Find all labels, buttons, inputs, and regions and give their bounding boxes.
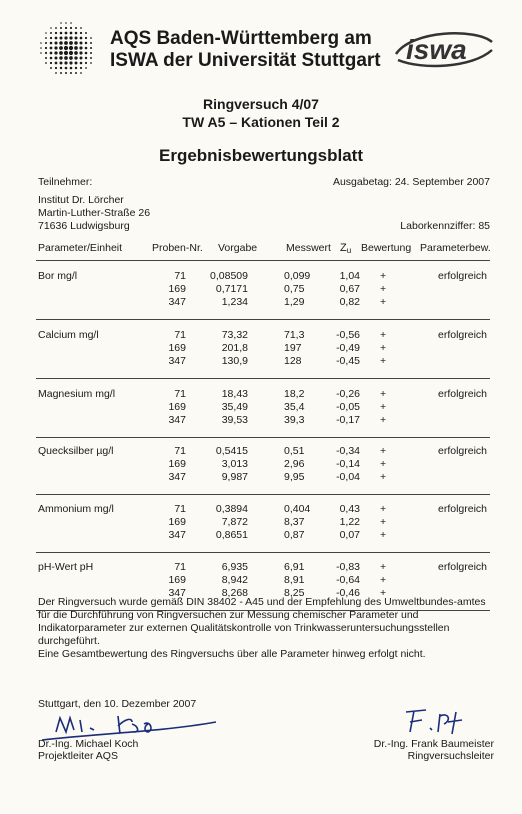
logo-dot — [80, 67, 82, 69]
cell-bewertung: + — [380, 529, 387, 541]
cell-probe: 71 — [174, 270, 186, 282]
logo-dot — [80, 72, 82, 74]
cell-messwert: 8,91 — [284, 574, 305, 586]
cell-vorgabe: 18,43 — [221, 388, 248, 400]
cell-zu: 0,82 — [339, 296, 360, 308]
footer-paragraph-2: Eine Gesamtbewertung des Ringversuchs über alle Parameter hinweg erfolgt nicht. — [38, 648, 426, 660]
cell-messwert: 8,25 — [284, 587, 305, 599]
cell-vorgabe: 7,872 — [221, 516, 248, 528]
cell-probe: 71 — [174, 561, 186, 573]
logo-dot — [64, 51, 68, 55]
svg-text:iswa: iswa — [406, 34, 467, 65]
logo-dot — [55, 67, 57, 69]
logo-dot — [54, 46, 57, 49]
logo-dot — [85, 57, 87, 59]
logo-dot — [59, 51, 63, 55]
logo-dot — [75, 32, 78, 35]
cell-probe: 347 — [168, 587, 186, 599]
cell-probe: 169 — [168, 516, 186, 528]
logo-dot — [50, 42, 53, 45]
logo-dot — [85, 42, 87, 44]
cell-vorgabe: 0,3894 — [215, 503, 248, 515]
logo-dot — [50, 27, 52, 29]
logo-dot — [65, 72, 67, 74]
cell-probe: 169 — [168, 458, 186, 470]
participant-name: Institut Dr. Lörcher — [38, 194, 124, 206]
cell-messwert: 1,29 — [284, 296, 305, 308]
logo-dot — [80, 27, 82, 29]
cell-messwert: 9,95 — [284, 471, 305, 483]
cell-messwert: 2,96 — [284, 458, 305, 470]
logo-dot — [69, 46, 73, 50]
cell-vorgabe: 0,8651 — [215, 529, 248, 541]
cell-zu: -0,34 — [336, 445, 360, 457]
org-name-line2: ISWA der Universität Stuttgart — [110, 50, 381, 71]
participant-label: Teilnehmer: — [38, 176, 93, 188]
logo-dot — [75, 67, 77, 69]
parameter-result: erfolgreich — [438, 388, 488, 400]
cell-messwert: 71,3 — [284, 329, 305, 341]
cell-probe: 169 — [168, 574, 186, 586]
cell-messwert: 197 — [284, 342, 302, 354]
footer-notes — [38, 596, 490, 661]
logo-dot — [59, 41, 63, 45]
cell-bewertung: + — [380, 296, 387, 308]
logo-dot — [70, 27, 72, 29]
cell-probe: 71 — [174, 445, 186, 457]
logo-dot — [64, 46, 68, 50]
cell-vorgabe: 201,8 — [221, 342, 248, 354]
logo-dot — [80, 37, 83, 40]
parameter-label: pH-Wert pH — [38, 561, 94, 573]
cell-messwert: 0,099 — [284, 270, 311, 282]
logo-dot — [50, 47, 53, 50]
logo-dot — [60, 22, 62, 24]
logo-dot — [45, 37, 47, 39]
logo-dot — [54, 56, 57, 59]
logo-dot — [60, 67, 62, 69]
logo-dot — [64, 56, 68, 60]
logo-dot — [90, 42, 92, 44]
logo-dot — [59, 46, 63, 50]
logo-dot — [69, 61, 72, 64]
cell-vorgabe: 8,942 — [221, 574, 248, 586]
col-header-zu-sub: u — [346, 246, 352, 255]
right-signature — [400, 706, 480, 738]
cell-messwert: 6,91 — [284, 561, 305, 573]
logo-dot — [55, 62, 58, 65]
logo-dot — [50, 37, 52, 39]
logo-dot — [90, 52, 92, 54]
parameter-result: erfolgreich — [438, 503, 488, 515]
cell-messwert: 0,87 — [284, 529, 305, 541]
parameter-label: Calcium mg/l — [38, 329, 99, 341]
logo-dot — [59, 36, 62, 39]
logo-dot — [90, 57, 92, 59]
cell-zu: -0,46 — [336, 587, 360, 599]
parameter-label: Magnesium mg/l — [38, 388, 116, 400]
logo-dot — [85, 52, 88, 55]
cell-bewertung: + — [380, 401, 387, 413]
logo-dot — [45, 42, 47, 44]
col-header-messwert: Messwert — [286, 242, 331, 254]
group-separator — [36, 319, 490, 320]
parameter-result: erfolgreich — [438, 561, 488, 573]
issue-date: Ausgabetag: 24. September 2007 — [332, 176, 490, 188]
logo-dot — [65, 22, 67, 24]
logo-dot — [50, 62, 52, 64]
document-title: Ergebnisbewertungsblatt — [158, 146, 364, 165]
logo-dot — [64, 41, 68, 45]
logo-dot — [64, 36, 67, 39]
cell-bewertung: + — [380, 503, 387, 515]
logo-dot — [65, 67, 68, 70]
cell-probe: 71 — [174, 503, 186, 515]
logo-dot — [64, 61, 67, 64]
logo-dot — [69, 36, 72, 39]
logo-dot — [54, 51, 57, 54]
logo-dot — [50, 67, 52, 69]
logo-dot — [69, 51, 73, 55]
cell-probe: 71 — [174, 388, 186, 400]
cell-zu: -0,56 — [336, 329, 360, 341]
logo-dot — [90, 47, 92, 49]
logo-dot — [50, 52, 53, 55]
cell-vorgabe: 6,935 — [221, 561, 248, 573]
logo-dot — [45, 62, 47, 64]
cell-probe: 71 — [174, 329, 186, 341]
footer-paragraph-1: Der Ringversuch wurde gemäß DIN 38402 - A45 und der Empfehlung des Umweltbundes-amtes für die Durchführung von Ringversuchen zur Messung chemischer Parameter und Indikatorparameter zur externen Qualitätskontrolle von Trinkwasseruntersuchungsstellen durchgeführt. — [38, 596, 486, 647]
cell-zu: -0,49 — [336, 342, 360, 354]
logo-dot — [70, 22, 72, 24]
parameter-label: Ammonium mg/l — [38, 503, 114, 515]
logo-dot — [85, 47, 88, 50]
logo-dot — [75, 27, 77, 29]
cell-vorgabe: 0,7171 — [215, 283, 248, 295]
col-header-bewertung: Bewertung — [361, 242, 412, 254]
logo-dot — [55, 27, 57, 29]
cell-bewertung: + — [380, 355, 387, 367]
cell-zu: 1,04 — [339, 270, 360, 282]
logo-dot — [79, 51, 82, 54]
signer-right-role: Ringversuchsleiter — [407, 750, 494, 762]
cell-bewertung: + — [380, 516, 387, 528]
cell-messwert: 39,3 — [284, 414, 305, 426]
logo-dot — [74, 46, 78, 50]
cell-vorgabe: 0,08509 — [210, 270, 248, 282]
cell-probe: 347 — [168, 529, 186, 541]
parameter-result: erfolgreich — [438, 270, 488, 282]
signer-right-name: Dr.-Ing. Frank Baumeister — [373, 738, 494, 750]
cell-zu: -0,64 — [336, 574, 360, 586]
logo-dot — [45, 47, 47, 49]
logo-dot — [85, 67, 87, 69]
group-separator — [36, 378, 490, 379]
lab-code: Laborkennziffer: 85 — [400, 220, 490, 232]
logo-dot — [79, 46, 82, 49]
cell-vorgabe: 8,268 — [221, 587, 248, 599]
cell-bewertung: + — [380, 388, 387, 400]
logo-dot — [90, 37, 92, 39]
cell-messwert: 35,4 — [284, 401, 305, 413]
logo-dot — [85, 37, 87, 39]
logo-dot — [75, 72, 77, 74]
logo-dot — [60, 72, 62, 74]
logo-dot — [80, 32, 82, 34]
cell-bewertung: + — [380, 342, 387, 354]
cell-vorgabe: 39,53 — [221, 414, 248, 426]
logo-dot — [69, 56, 73, 60]
logo-dot — [80, 57, 83, 60]
logo-dot — [80, 42, 83, 45]
cell-bewertung: + — [380, 445, 387, 457]
logo-dot — [40, 47, 42, 49]
logo-dot — [74, 51, 78, 55]
logo-dot — [55, 72, 57, 74]
cell-probe: 169 — [168, 342, 186, 354]
logo-dot — [69, 41, 73, 45]
cell-zu: 0,67 — [339, 283, 360, 295]
round-robin-subtitle: TW A5 – Kationen Teil 2 — [182, 114, 340, 130]
cell-probe: 347 — [168, 355, 186, 367]
cell-bewertung: + — [380, 329, 387, 341]
iswa-logo — [392, 26, 496, 70]
logo-dot — [70, 67, 73, 70]
parameter-result: erfolgreich — [438, 445, 488, 457]
parameter-label: Quecksilber µg/l — [38, 445, 114, 457]
logo-dot — [74, 56, 77, 59]
logo-dot — [50, 32, 52, 34]
cell-probe: 347 — [168, 414, 186, 426]
col-header-zu-letter: Z — [340, 242, 347, 254]
cell-zu: -0,45 — [336, 355, 360, 367]
logo-dot — [50, 57, 53, 60]
cell-messwert: 128 — [284, 355, 302, 367]
logo-dot — [70, 72, 72, 74]
cell-zu: -0,26 — [336, 388, 360, 400]
cell-bewertung: + — [380, 587, 387, 599]
cell-probe: 169 — [168, 283, 186, 295]
logo-dot — [45, 32, 47, 34]
cell-zu: 1,22 — [339, 516, 360, 528]
logo-dot — [55, 37, 58, 40]
cell-vorgabe: 35,49 — [221, 401, 248, 413]
cell-zu: -0,17 — [336, 414, 360, 426]
cell-bewertung: + — [380, 270, 387, 282]
logo-dot — [80, 62, 83, 65]
logo-dot — [54, 41, 57, 44]
cell-messwert: 18,2 — [284, 388, 305, 400]
cell-vorgabe: 3,013 — [221, 458, 248, 470]
cell-bewertung: + — [380, 458, 387, 470]
cell-bewertung: + — [380, 283, 387, 295]
org-name-line1: AQS Baden-Württemberg am — [110, 28, 372, 49]
logo-dot — [70, 32, 73, 35]
cell-probe: 347 — [168, 296, 186, 308]
cell-zu: -0,04 — [336, 471, 360, 483]
col-header-parameterbew: Parameterbew. — [420, 242, 491, 254]
cell-messwert: 8,37 — [284, 516, 305, 528]
logo-dot — [85, 62, 87, 64]
logo-dot — [74, 41, 77, 44]
logo-dot — [65, 27, 67, 29]
cell-vorgabe: 73,32 — [221, 329, 248, 341]
logo-dot — [90, 62, 92, 64]
participant-city: 71636 Ludwigsburg — [38, 220, 130, 232]
logo-dot — [85, 32, 87, 34]
group-separator — [36, 494, 490, 495]
group-separator — [36, 552, 490, 553]
logo-dot — [45, 57, 47, 59]
cell-messwert: 0,51 — [284, 445, 305, 457]
logo-dot — [40, 42, 42, 44]
signer-left-role: Projektleiter AQS — [38, 750, 118, 762]
cell-probe: 169 — [168, 401, 186, 413]
logo-dot — [65, 32, 68, 35]
cell-zu: -0,05 — [336, 401, 360, 413]
round-robin-title: Ringversuch 4/07 — [203, 96, 319, 112]
col-header-vorgabe: Vorgabe — [218, 242, 258, 254]
participant-street: Martin-Luther-Straße 26 — [38, 207, 151, 219]
cell-messwert: 0,404 — [284, 503, 311, 515]
logo-dot — [74, 36, 77, 39]
place-date: Stuttgart, den 10. Dezember 2007 — [38, 698, 197, 710]
logo-dot — [59, 56, 62, 59]
parameter-result: erfolgreich — [438, 329, 488, 341]
cell-zu: -0,14 — [336, 458, 360, 470]
cell-vorgabe: 1,234 — [221, 296, 248, 308]
aqs-dotted-globe-logo — [38, 20, 98, 80]
logo-dot — [60, 32, 63, 35]
logo-dot — [75, 62, 78, 65]
cell-vorgabe: 0,5415 — [215, 445, 248, 457]
cell-zu: 0,43 — [339, 503, 360, 515]
logo-dot — [45, 52, 47, 54]
col-header-parameter: Parameter/Einheit — [38, 242, 123, 254]
group-separator — [36, 437, 490, 438]
col-header-zu — [340, 242, 351, 255]
parameter-label: Bor mg/l — [38, 270, 78, 282]
cell-vorgabe: 9,987 — [221, 471, 248, 483]
logo-dot — [40, 52, 42, 54]
logo-dot — [60, 62, 63, 65]
cell-messwert: 0,75 — [284, 283, 305, 295]
cell-bewertung: + — [380, 471, 387, 483]
logo-dot — [55, 32, 57, 34]
logo-dot — [60, 27, 62, 29]
cell-zu: -0,83 — [336, 561, 360, 573]
cell-bewertung: + — [380, 574, 387, 586]
header-rule — [36, 260, 490, 261]
cell-bewertung: + — [380, 561, 387, 573]
signer-left-name: Dr.-Ing. Michael Koch — [38, 738, 139, 750]
cell-vorgabe: 130,9 — [221, 355, 248, 367]
cell-bewertung: + — [380, 414, 387, 426]
cell-probe: 347 — [168, 471, 186, 483]
col-header-probe: Proben-Nr. — [152, 242, 203, 254]
cell-zu: 0,07 — [339, 529, 360, 541]
